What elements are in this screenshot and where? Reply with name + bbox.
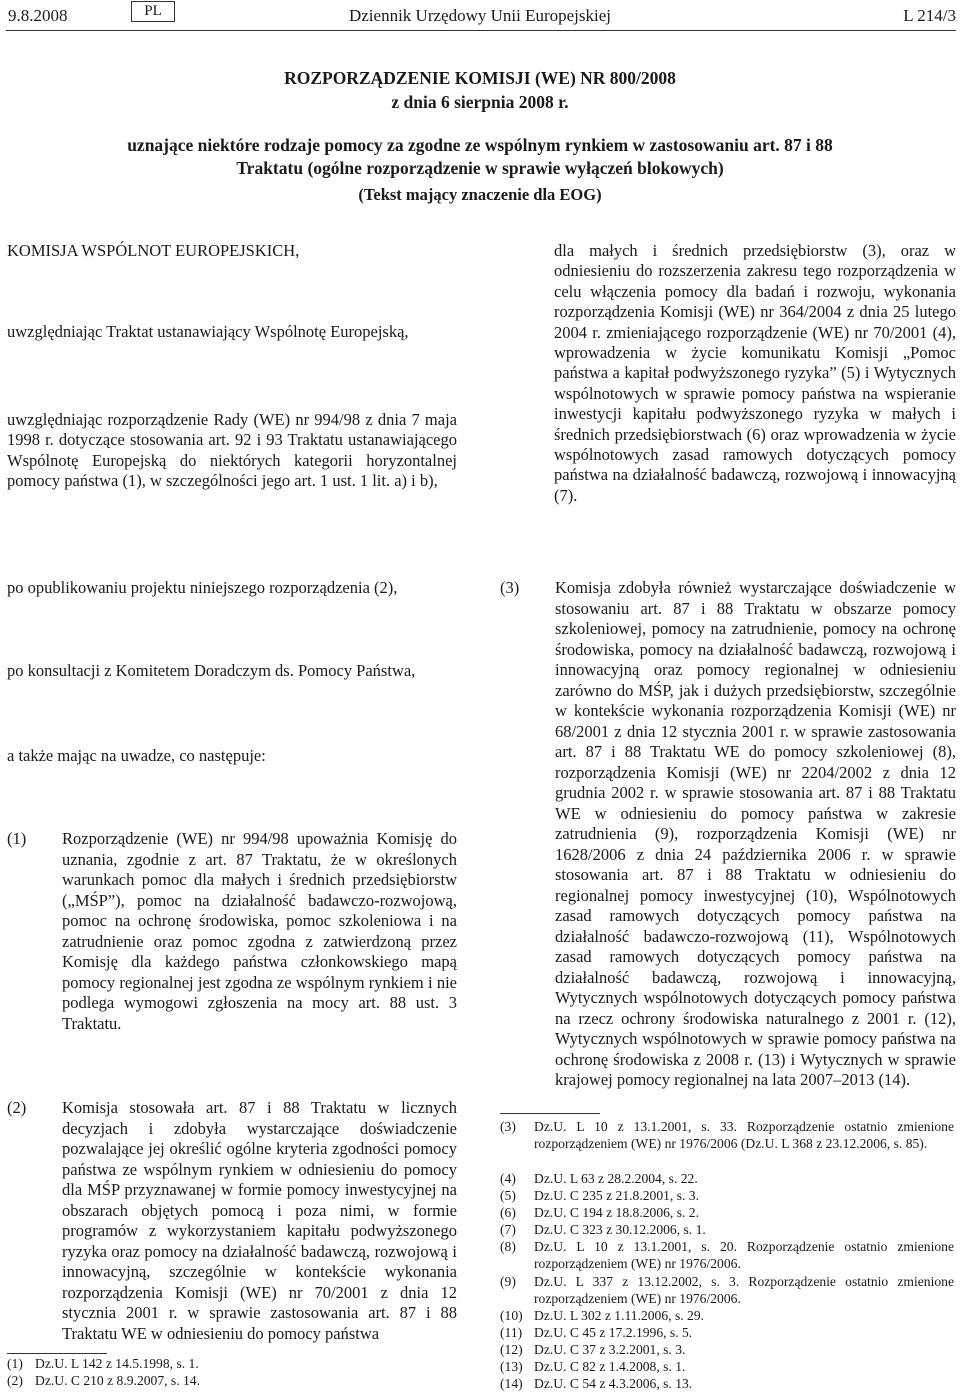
regulation-date: z dnia 6 sierpnia 2008 r.: [391, 92, 569, 112]
commission-heading: KOMISJA WSPÓLNOT EUROPEJSKICH,: [7, 241, 300, 260]
footnote-text: Dz.U. L 10 z 13.1.2001, s. 33. Rozporządzenie ostatnio zmienione rozporządzeniem (WE) nr 1976/2006 (Dz.U. L 368 z 23.12.2006, s. 85).: [534, 1119, 954, 1151]
regulation-subject-line: uznające niektóre rodzaje pomocy za zgodne ze wspólnym rynkiem w zastosowaniu art. 87 i 88: [127, 135, 833, 155]
footnote-text: Dz.U. C 54 z 4.3.2006, s. 13.: [534, 1376, 693, 1391]
whereas-intro: a także mając na uwadze, co następuje:: [7, 746, 266, 765]
publication-date: 9.8.2008: [8, 6, 68, 25]
footnote-rule: [7, 1353, 107, 1354]
footnote-rule: [500, 1113, 600, 1114]
footnote-number: (10): [500, 1308, 523, 1323]
footnote-number: (1): [7, 1356, 23, 1371]
footnote-number: (4): [500, 1171, 516, 1186]
footnote-number: (11): [500, 1325, 523, 1340]
footnote-number: (5): [500, 1188, 516, 1203]
after-consulting: po konsultacji z Komitetem Doradczym ds. Pomocy Państwa,: [7, 661, 416, 680]
journal-title: Dziennik Urzędowy Unii Europejskiej: [348, 6, 611, 25]
having-regard-treaty: uwzględniając Traktat ustanawiający Wspólnotę Europejską,: [7, 322, 409, 341]
regulation-subject: [30, 134, 930, 180]
footnote-text: Dz.U. C 323 z 30.12.2006, s. 1.: [534, 1222, 706, 1237]
page-header: [0, 0, 960, 34]
after-publication: po opublikowaniu projektu niniejszego rozporządzenia (2),: [7, 578, 398, 597]
footnote-text: Dz.U. C 210 z 8.9.2007, s. 14.: [35, 1373, 201, 1388]
recital-number: (1): [7, 829, 27, 848]
footnote-number: (6): [500, 1205, 516, 1220]
footnote-text: Dz.U. L 63 z 28.2.2004, s. 22.: [534, 1171, 698, 1186]
footnote-number: (14): [500, 1376, 523, 1391]
footnote-number: (13): [500, 1359, 523, 1374]
having-regard-regulation: uwzględniając rozporządzenie Rady (WE) nr 994/98 z dnia 7 maja 1998 r. dotyczące stosowania art. 92 i 93 Traktatu ustanawiającego Wspólnotę Europejską do niektórych kategorii horyzontalnej pomocy państwa (1), w szczególności jego art. 1 ust. 1 lit. a) i b),: [7, 410, 457, 491]
footnote-text: Dz.U. C 194 z 18.8.2006, s. 2.: [534, 1205, 700, 1220]
footnote-number: (3): [500, 1119, 516, 1134]
footnote-number: (7): [500, 1222, 516, 1237]
footnote-text: Dz.U. C 82 z 1.4.2008, s. 1.: [534, 1359, 686, 1374]
footnote-number: (9): [500, 1274, 516, 1289]
footnote-number: (2): [7, 1373, 23, 1388]
footnote-number: (8): [500, 1239, 516, 1254]
recital-number: (2): [7, 1098, 27, 1117]
regulation-title: ROZPORZĄDZENIE KOMISJI (WE) NR 800/2008: [284, 68, 676, 88]
language-badge: PL: [131, 1, 175, 22]
footnote-text: Dz.U. L 10 z 13.1.2001, s. 20. Rozporządzenie ostatnio zmienione rozporządzeniem (WE) nr 1976/2006.: [534, 1239, 954, 1271]
footnote-text: Dz.U. L 302 z 1.11.2006, s. 29.: [534, 1308, 705, 1323]
footnote-text: Dz.U. C 235 z 21.8.2001, s. 3.: [534, 1188, 700, 1203]
footnote-text: Dz.U. L 337 z 13.12.2002, s. 3. Rozporządzenie ostatnio zmienione rozporządzeniem (WE) nr 1976/2006.: [534, 1274, 954, 1306]
preamble-right-paragraph: dla małych i średnich przedsiębiorstw (3), oraz w odniesieniu do rozszerzenia zakresu tego rozporządzenia w celu włączenia pomocy dla badań i rozwoju, wykonania rozporządzenia Komisji (WE) nr 364/2004 z dnia 25 lutego 2004 r. zmieniającego rozporządzenie (WE) nr 70/2001 (4), wprowadzenia w życie komunikatu Komisji „Pomoc państwa a kapitał podwyższonego ryzyka” (5) i Wytycznych wspólnotowych w sprawie pomocy państwa na wspieranie inwestycji kapitału podwyższonego ryzyka w małych i średnich przedsiębiorstwach (6) oraz wprowadzenia w życie wspólnotowych zasad ramowych dotyczących pomocy państwa na działalność badawczą, rozwojową i innowacyjną (7).: [554, 241, 956, 505]
recital-text: Rozporządzenie (WE) nr 994/98 upoważnia Komisję do uznania, zgodnie z art. 87 Traktatu, że w określonych warunkach pomoc dla małych i średnich przedsiębiorstw („MŚP”), pomoc na działalność badawczo-rozwojową, pomoc na ochronę środowiska, pomoc szkoleniowa i na zatrudnienie oraz pomoc zgodna z zatwierdzoną przez Komisję dla każdego państwa członkowskiego mapą pomocy regionalnej jest zgodna ze wspólnym rynkiem i nie podlega wymogowi zgłoszenia na mocy art. 88 ust. 3 Traktatu.: [62, 829, 457, 1033]
eea-relevance: (Tekst mający znaczenie dla EOG): [358, 185, 602, 204]
recital-text: Komisja stosowała art. 87 i 88 Traktatu w licznych decyzjach i zdobyła wystarczające doświadczenie pozwalające jej określić ogólne kryteria zgodności pomocy państwa ze wspólnym rynkiem w odniesieniu do pomocy dla MŚP przyznawanej w formie pomocy inwestycyjnej na obszarach objętych pomocą i poza nimi, w formie programów z wykorzystaniem kapitału podwyższonego ryzyka oraz pomocy na działalność badawczą, rozwojową i innowacyjną, szczególnie w kontekście wykonania rozporządzenia Komisji (WE) nr 70/2001 z dnia 12 stycznia 2001 r. w sprawie zastosowania art. 87 i 88 Traktatu WE w odniesieniu do pomocy państwa: [62, 1098, 457, 1343]
page-reference: L 214/3: [903, 6, 956, 25]
footnote-text: Dz.U. C 37 z 3.2.2001, s. 3.: [534, 1342, 686, 1357]
header-rule: [6, 30, 956, 31]
recital-number: (3): [500, 578, 520, 597]
footnote-text: Dz.U. L 142 z 14.5.1998, s. 1.: [35, 1356, 199, 1371]
regulation-subject-line: Traktatu (ogólne rozporządzenie w sprawie wyłączeń blokowych): [236, 158, 724, 178]
recital-text: Komisja zdobyła również wystarczające doświadczenie w stosowaniu art. 87 i 88 Traktatu w obszarze pomocy szkoleniowej, pomocy na zatrudnienie, pomocy na ochronę środowiska, pomocy na działalność badawczą, rozwojową i innowacyjną oraz pomocy regionalnej w odniesieniu zarówno do MŚP, jak i dużych przedsiębiorstw, szczególnie w kontekście wykonania rozporządzenia Komisji (WE) nr 68/2001 z dnia 12 stycznia 2001 r. w sprawie zastosowania art. 87 i 88 Traktatu WE do pomocy szkoleniowej (8), rozporządzenia Komisji (WE) nr 2204/2002 z dnia 12 grudnia 2002 r. w sprawie stosowania art. 87 i 88 Traktatu WE w odniesieniu do pomocy państwa w zakresie zatrudnienia (9), rozporządzenia Komisji (WE) nr 1628/2006 z dnia 24 października 2006 r. w sprawie stosowania art. 87 i 88 Traktatu w odniesieniu do regionalnej pomocy inwestycyjnej (10), Wspólnotowych zasad ramowych dotyczących pomocy państwa na działalność badawczo-rozwojową (11), Wspólnotowych zasad ramowych dotyczących pomocy państwa na działalność badawczą, rozwojową i innowacyjną, Wytycznych wspólnotowych dotyczących pomocy państwa na rzecz ochrony środowiska naturalnego z 2001 r. (12), Wytycznych wspólnotowych w sprawie pomocy państwa na ochronę środowiska z 2008 r. (13) i Wytycznych w sprawie krajowej pomocy regionalnej na lata 2007–2013 (14).: [555, 578, 956, 1089]
footnote-text: Dz.U. C 45 z 17.2.1996, s. 5.: [534, 1325, 693, 1340]
footnote-number: (12): [500, 1342, 523, 1357]
